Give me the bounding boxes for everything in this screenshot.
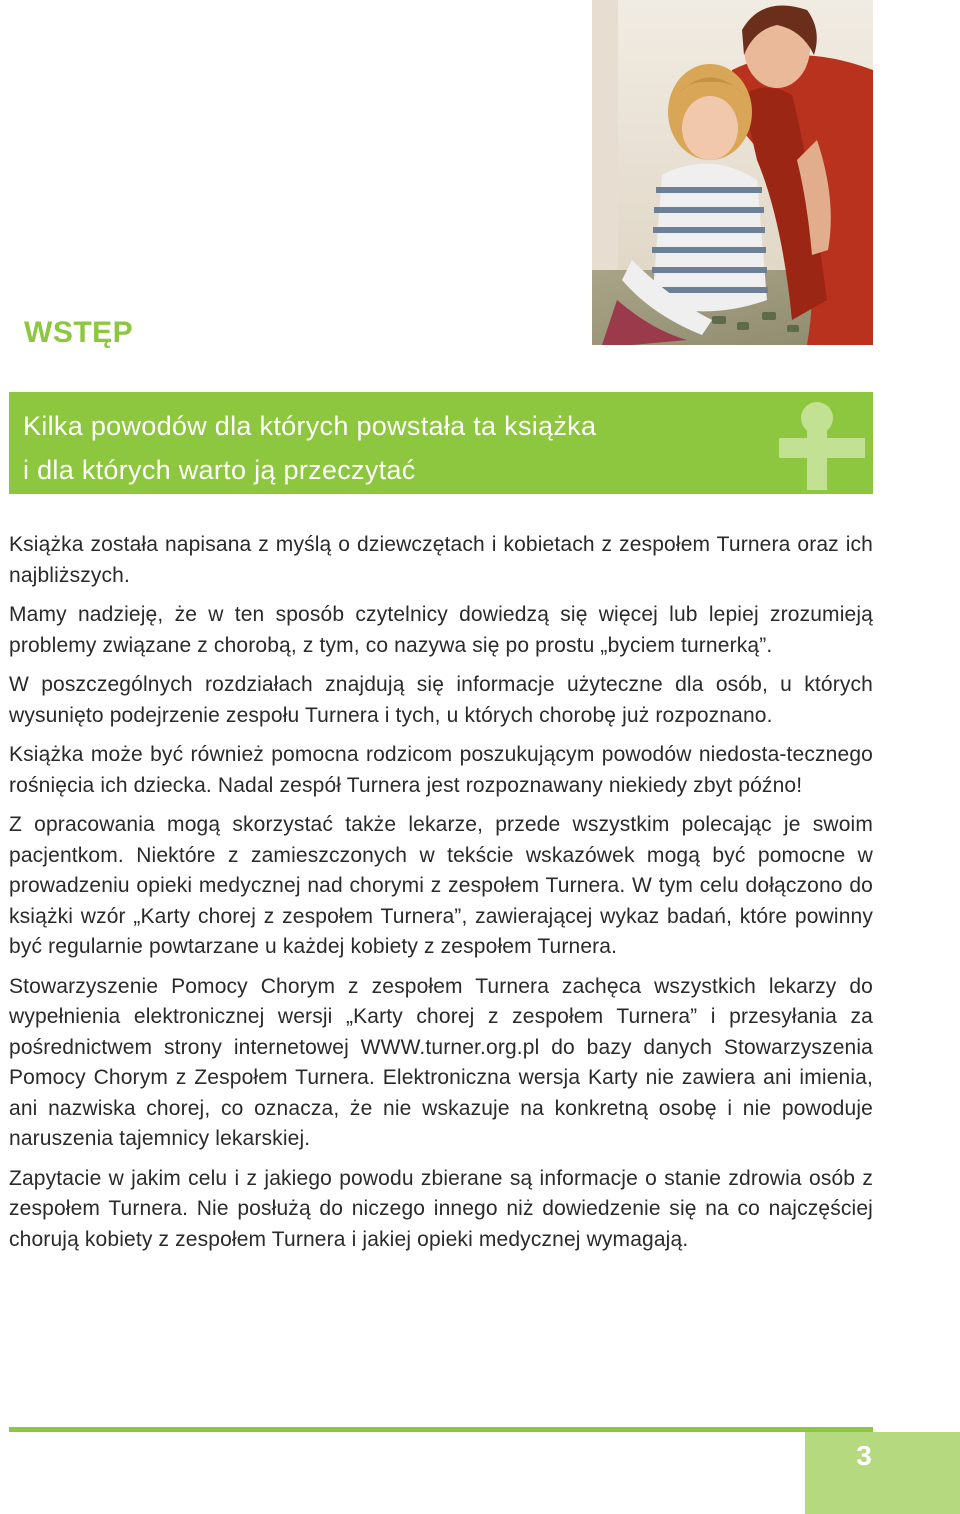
section-heading: WSTĘP (24, 316, 134, 349)
paragraph: Z opracowania mogą skorzystać także lekarze, przede wszystkim polecając je swoim pacjentkom. Niektóre z zamieszczonych w tekście wskazówek mogą być pomocne w prowadzeniu opieki medycznej nad chorymi z zespołem Turnera. W tym celu dołączono do książki wzór „Karty chorej z zespołem Turnera”, zawierającej wykaz badań, które powinny być regularnie powtarzane u każdej kobiety z zespołem Turnera. (9, 813, 873, 958)
paragraph: Mamy nadzieję, że w ten sposób czytelnicy dowiedzą się więcej lub lepiej zrozumieją problemy związane z chorobą, z tym, co nazywa się po prostu „byciem turnerką”. (9, 603, 873, 657)
paragraph: Książka została napisana z myślą o dziewczętach i kobietach z zespołem Turnera oraz ich najbliższych. (9, 533, 873, 587)
header-photo (592, 0, 873, 345)
photo-mother-daughter-puzzle-icon (592, 0, 873, 345)
cross-icon (775, 398, 871, 490)
page-number-box (805, 1432, 960, 1514)
paragraph: Książka może być również pomocna rodzicom poszukującym powodów niedosta-tecznego rośnięcia ich dziecka. Nadal zespół Turnera jest rozpoznawany niekiedy zbyt późno! (9, 743, 873, 797)
page-number: 3 (856, 1440, 872, 1471)
title-banner (9, 392, 873, 494)
paragraph: Zapytacie w jakim celu i z jakiego powodu zbierane są informacje o stanie zdrowia osób z zespołem Turnera. Nie posłużą do niczego innego niż dowiedzenie się na co najczęściej chorują kobiety z zespołem Turnera i jakiej opieki medycznej wymagają. (9, 1166, 873, 1251)
paragraph: W poszczególnych rozdziałach znajdują się informacje użyteczne dla osób, u których wysunięto podejrzenie zespołu Turnera i tych, u których chorobę już rozpoznano. (9, 673, 873, 727)
body-text (9, 530, 873, 1264)
banner-title-line-2: i dla których warto ją przeczytać (23, 455, 416, 485)
bottom-rule (9, 1427, 873, 1432)
banner-title-line-1: Kilka powodów dla których powstała ta książka (23, 411, 597, 441)
banner-title (23, 404, 596, 492)
paragraph: Stowarzyszenie Pomocy Chorym z zespołem Turnera zachęca wszystkich lekarzy do wypełnienia elektronicznej wersji „Karty chorej z zespołem Turnera” i przesyłania za pośrednictwem strony internetowej WWW.turner.org.pl do bazy danych Stowarzyszenia Pomocy Chorym z Zespołem Turnera. Elektroniczna wersja Karty nie zawiera ani imienia, ani nazwiska chorej, co oznacza, że nie wskazuje na konkretną osobę i nie powoduje naruszenia tajemnicy lekarskiej. (9, 974, 873, 1150)
